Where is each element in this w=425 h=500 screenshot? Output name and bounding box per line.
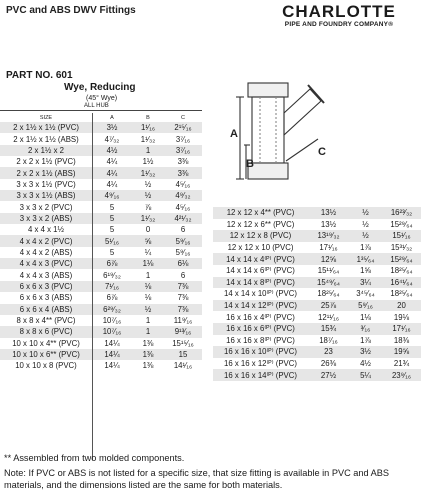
cell-b: 1⅞ (360, 243, 371, 253)
cell-c: 7⅜ (177, 293, 189, 303)
table-row (0, 224, 202, 235)
cell-c: 15³¹⁄₃₂ (390, 243, 413, 253)
cell-a: 15¾ (320, 324, 337, 334)
cell-a: 23 (324, 347, 333, 357)
cell-b: 5¼ (360, 370, 371, 380)
cell-c: 2¹⁵⁄₁₆ (174, 123, 192, 133)
cell-c: 4²¹⁄₃₂ (174, 213, 192, 223)
cell-a: 4¼ (106, 157, 118, 167)
dimension-label-b: B (246, 158, 254, 170)
cell-a: 5 (109, 225, 115, 235)
cell-a: 4½ (106, 145, 118, 155)
cell-b: 1 (145, 316, 151, 326)
cell-a: 6⅞ (106, 293, 118, 303)
cell-a: 6¹⁹⁄₃₂ (103, 270, 121, 280)
cell-size: 2 x 2 x 1½ (ABS) (16, 168, 76, 178)
cell-size: 16 x 16 x 4⁽ᴾ⁾ (PVC) (226, 312, 295, 322)
cell-size: 14 x 14 x 4⁽ᴾ⁾ (PVC) (226, 254, 295, 264)
cell-b: 1¹⁄₃₂ (140, 213, 156, 223)
cell-size: 2 x 1½ x 1½ (PVC) (13, 123, 79, 133)
table-body-left (0, 122, 202, 372)
table-row (213, 358, 421, 370)
table-row (213, 207, 421, 219)
brand-name: CHARLOTTE (282, 2, 396, 21)
table-row (0, 133, 202, 144)
page-title: PVC and ABS DWV Fittings (6, 5, 136, 16)
cell-size: 10 x 10 x 4** (PVC) (12, 338, 80, 348)
cell-a: 5 (109, 202, 115, 212)
cell-b: ¼ (144, 247, 152, 257)
cell-c: 6 (180, 270, 186, 280)
cell-size: 6 x 6 x 3 (PVC) (19, 281, 73, 291)
column-header-c: C (181, 114, 185, 121)
cell-b: 4½ (360, 359, 371, 369)
cell-b: ½ (144, 304, 152, 314)
cell-b: ⅝ (144, 236, 152, 246)
cell-b: 1¹⁄₁₆ (140, 123, 155, 133)
cell-b: 1¹⁄₃₂ (140, 168, 156, 178)
table-row (0, 167, 202, 178)
cell-b: 1³⁵⁄₆₄ (356, 254, 375, 264)
cell-size: 3 x 3 x 1½ (PVC) (16, 179, 76, 189)
cell-b: 1 (145, 270, 151, 280)
dimensions-table-left (0, 113, 202, 372)
cell-size: 10 x 10 x 8 (PVC) (15, 361, 77, 371)
cell-a: 4⁷⁄₃₂ (104, 134, 120, 144)
cell-c: 3⅜ (177, 157, 189, 167)
table-body-right (213, 207, 421, 381)
table-row (213, 300, 421, 312)
cell-c: 3⁷⁄₁₆ (175, 145, 191, 155)
cell-size: 4 x 4 x 3 (ABS) (19, 270, 73, 280)
cell-c: 3⁷⁄₁₆ (175, 134, 191, 144)
cell-b: ⅛ (144, 293, 152, 303)
cell-b: ½ (362, 231, 369, 241)
cell-c: 16⁴¹⁄₆₄ (390, 277, 413, 287)
table-row (0, 304, 202, 315)
table-row (213, 323, 421, 335)
cell-a: 18²⁵⁄₆₄ (317, 289, 340, 299)
table-row (0, 258, 202, 269)
cell-size: 12 x 12 x 10 (PVC) (227, 243, 294, 253)
part-number: PART NO. 601 (6, 70, 73, 81)
cell-b: 1⅜ (142, 361, 154, 371)
table-row (0, 190, 202, 201)
cell-a: 6⅞ (106, 259, 118, 269)
table-header (0, 113, 202, 122)
cell-size: 16 x 16 x 14⁽ᴾ⁾ (PVC) (224, 370, 297, 380)
cell-c: 9¹³⁄₁₆ (174, 327, 192, 337)
cell-b: 3½ (360, 347, 371, 357)
cell-size: 16 x 16 x 10⁽ᴾ⁾ (PVC) (224, 347, 297, 357)
table-row (213, 265, 421, 277)
column-header-b: B (146, 114, 150, 121)
cell-size: 16 x 16 x 8⁽ᴾ⁾ (PVC) (226, 335, 295, 345)
cell-c: 5⁹⁄₁₆ (175, 247, 191, 257)
cell-c: 15 (178, 350, 188, 360)
table-row (0, 269, 202, 280)
table-row (213, 253, 421, 265)
column-header-a: A (110, 114, 114, 121)
table-row (0, 292, 202, 303)
cell-c: 6⅛ (177, 259, 189, 269)
cell-size: 2 x 1½ x 2 (28, 145, 64, 155)
table-row (213, 346, 421, 358)
fitting-angle: (45° Wye) (86, 95, 118, 102)
table-row (0, 315, 202, 326)
cell-c: 6 (180, 225, 186, 235)
cell-size: 4 x 4 x 2 (ABS) (19, 247, 73, 257)
cell-size: 2 x 1½ x 1½ (ABS) (13, 134, 79, 144)
cell-b: 1⅞ (360, 335, 371, 345)
table-row (213, 369, 421, 381)
header-divider (0, 110, 202, 111)
cell-b: ½ (144, 191, 152, 201)
cell-size: 12 x 12 x 4** (PVC) (226, 208, 295, 218)
cell-b: 1 (145, 145, 151, 155)
cell-a: 15¹¹⁄₆₄ (317, 266, 340, 276)
cell-a: 3½ (106, 123, 118, 133)
cell-a: 12¹¹⁄₁₆ (318, 312, 339, 322)
table-row (0, 349, 202, 360)
cell-a: 15⁴⁹⁄₆₄ (317, 277, 340, 287)
cell-c: 16²³⁄₃₂ (390, 208, 413, 218)
cell-b: ³⁄₁₆ (360, 324, 371, 334)
cell-c: 5⁹⁄₁₆ (175, 236, 191, 246)
cell-size: 3 x 3 x 2 (ABS) (19, 213, 73, 223)
table-row (0, 326, 202, 337)
cell-c: 18⅜ (393, 335, 410, 345)
cell-a: 4¼ (106, 179, 118, 189)
cell-c: 15¹⁄₁₆ (392, 231, 411, 241)
cell-c: 20 (397, 301, 406, 311)
table-row (0, 179, 202, 190)
cell-size: 10 x 10 x 6** (PVC) (12, 350, 80, 360)
cell-b: ½ (362, 208, 369, 218)
cell-a: 14¼ (104, 361, 120, 371)
cell-a: 13½ (320, 208, 337, 218)
cell-c: 14¹⁄₁₆ (173, 361, 193, 371)
cell-size: 3 x 3 x 1½ (ABS) (16, 191, 76, 201)
fitting-name: Wye, Reducing (64, 82, 136, 93)
column-header-size: SIZE (39, 114, 53, 121)
cell-b: 1⅝ (360, 266, 371, 276)
column-divider (92, 113, 93, 460)
cell-b: 1¹⁄₃₂ (140, 134, 156, 144)
cell-c: 15¹⁵⁄₁₆ (172, 338, 194, 348)
cell-a: 14¼ (104, 350, 120, 360)
cell-c: 18²⁵⁄₆₄ (390, 289, 413, 299)
table-row (213, 288, 421, 300)
cell-c: 7⅜ (177, 304, 189, 314)
cell-c: 15²⁹⁄₆₄ (390, 219, 413, 229)
cell-size: 2 x 2 x 1½ (PVC) (16, 157, 76, 167)
cell-a: 13¹⁹⁄₃₂ (317, 231, 340, 241)
cell-size: 14 x 14 x 10⁽ᴾ⁾ (PVC) (224, 289, 297, 299)
wye-fitting-diagram (226, 75, 346, 190)
cell-b: 5⁹⁄₁₆ (358, 301, 373, 311)
cell-c: 4⁵⁄₁₆ (175, 202, 191, 212)
cell-b: ½ (144, 179, 152, 189)
cell-a: 18⁷⁄₁₆ (319, 335, 338, 345)
dimension-label-a: A (230, 128, 238, 140)
cell-size: 4 x 4 x 2 (PVC) (19, 236, 73, 246)
cell-c: 15²⁹⁄₆₄ (390, 254, 413, 264)
cell-c: 23⁹⁄₁₆ (391, 370, 412, 380)
cell-b: 0 (145, 225, 151, 235)
cell-a: 4¼ (106, 168, 118, 178)
cell-a: 6²⁹⁄₃₂ (103, 304, 121, 314)
cell-size: 6 x 6 x 3 (ABS) (19, 293, 73, 303)
cell-size: 6 x 6 x 4 (ABS) (19, 304, 73, 314)
cell-c: 11⁹⁄₁₆ (173, 316, 193, 326)
cell-c: 4⁹⁄₃₂ (175, 191, 191, 201)
table-row (213, 219, 421, 231)
cell-size: 12 x 12 x 8 (PVC) (229, 231, 292, 241)
note-molded: ** Assembled from two molded components. (4, 453, 185, 463)
brand-subtitle: PIPE AND FOUNDRY COMPANY® (284, 21, 394, 28)
table-row (0, 235, 202, 246)
cell-size: 14 x 14 x 6⁽ᴾ⁾ (PVC) (226, 266, 295, 276)
cell-a: 17¹⁄₁₆ (319, 243, 338, 253)
cell-c: 4⁵⁄₁₆ (175, 179, 191, 189)
cell-b: 3⁴⁵⁄₆₄ (356, 289, 375, 299)
cell-a: 25⅞ (320, 301, 337, 311)
cell-b: ⅛ (144, 281, 152, 291)
cell-c: 3⅜ (177, 168, 189, 178)
table-row (0, 156, 202, 167)
cell-b: 1⅛ (142, 259, 154, 269)
table-row (0, 145, 202, 156)
dimension-label-c: C (318, 146, 326, 158)
cell-size: 16 x 16 x 12⁽ᴾ⁾ (PVC) (224, 359, 297, 369)
brand-logo (259, 3, 419, 29)
cell-b: 3¼ (360, 277, 371, 287)
cell-size: 4 x 4 x 1½ (28, 225, 64, 235)
table-row (213, 335, 421, 347)
cell-b: ⅞ (144, 202, 152, 212)
cell-b: 1⅜ (142, 338, 154, 348)
cell-c: 19⅝ (393, 347, 410, 357)
table-row (0, 247, 202, 258)
cell-a: 5 (109, 213, 115, 223)
cell-size: 8 x 8 x 4** (PVC) (16, 316, 76, 326)
cell-a: 13½ (320, 219, 337, 229)
cell-b: 1½ (142, 157, 154, 167)
cell-size: 16 x 16 x 6⁽ᴾ⁾ (PVC) (226, 324, 295, 334)
table-row (0, 281, 202, 292)
table-row (213, 311, 421, 323)
table-row (213, 230, 421, 242)
footnotes (4, 452, 422, 494)
table-row (0, 201, 202, 212)
cell-a: 12⅝ (320, 254, 337, 264)
cell-a: 4⁹⁄₁₆ (104, 191, 120, 201)
table-row (0, 338, 202, 349)
cell-size: 3 x 3 x 2 (PVC) (19, 202, 73, 212)
cell-a: 5 (109, 247, 115, 257)
cell-a: 10⁷⁄₁₆ (102, 316, 122, 326)
cell-size: 12 x 12 x 6** (PVC) (226, 219, 295, 229)
note-availability: Note: If PVC or ABS is not listed for a specific size, that size fitting is available in PVC and ABS materials, and the dimensions listed are the same for both materials. (4, 468, 390, 490)
cell-a: 14¼ (104, 338, 120, 348)
cell-size: 8 x 8 x 6 (PVC) (19, 327, 73, 337)
table-row (213, 277, 421, 289)
cell-size: 4 x 4 x 3 (PVC) (19, 259, 73, 269)
dimensions-table-right (213, 207, 421, 381)
cell-b: 1⅛ (360, 312, 371, 322)
cell-b: 1 (145, 327, 151, 337)
cell-size: 14 x 14 x 12⁽ᴾ⁾ (PVC) (224, 301, 297, 311)
table-row (0, 360, 202, 371)
cell-c: 21¾ (393, 359, 410, 369)
cell-c: 19⅛ (393, 312, 410, 322)
fitting-hub: ALL HUB (84, 103, 109, 109)
cell-a: 27½ (320, 370, 337, 380)
cell-c: 18²⁵⁄₆₄ (390, 266, 413, 276)
cell-a: 5¹⁄₁₆ (104, 236, 119, 246)
cell-c: 17¹⁄₁₆ (392, 324, 411, 334)
table-row (0, 213, 202, 224)
cell-a: 7¹⁄₁₆ (104, 281, 119, 291)
table-row (0, 122, 202, 133)
cell-b: ½ (362, 219, 369, 229)
cell-a: 26⅜ (320, 359, 337, 369)
cell-size: 14 x 14 x 8⁽ᴾ⁾ (PVC) (226, 277, 295, 287)
cell-a: 10⁷⁄₁₆ (102, 327, 122, 337)
cell-b: 1⅜ (142, 350, 154, 360)
table-row (213, 242, 421, 254)
cell-c: 7⅜ (177, 281, 189, 291)
